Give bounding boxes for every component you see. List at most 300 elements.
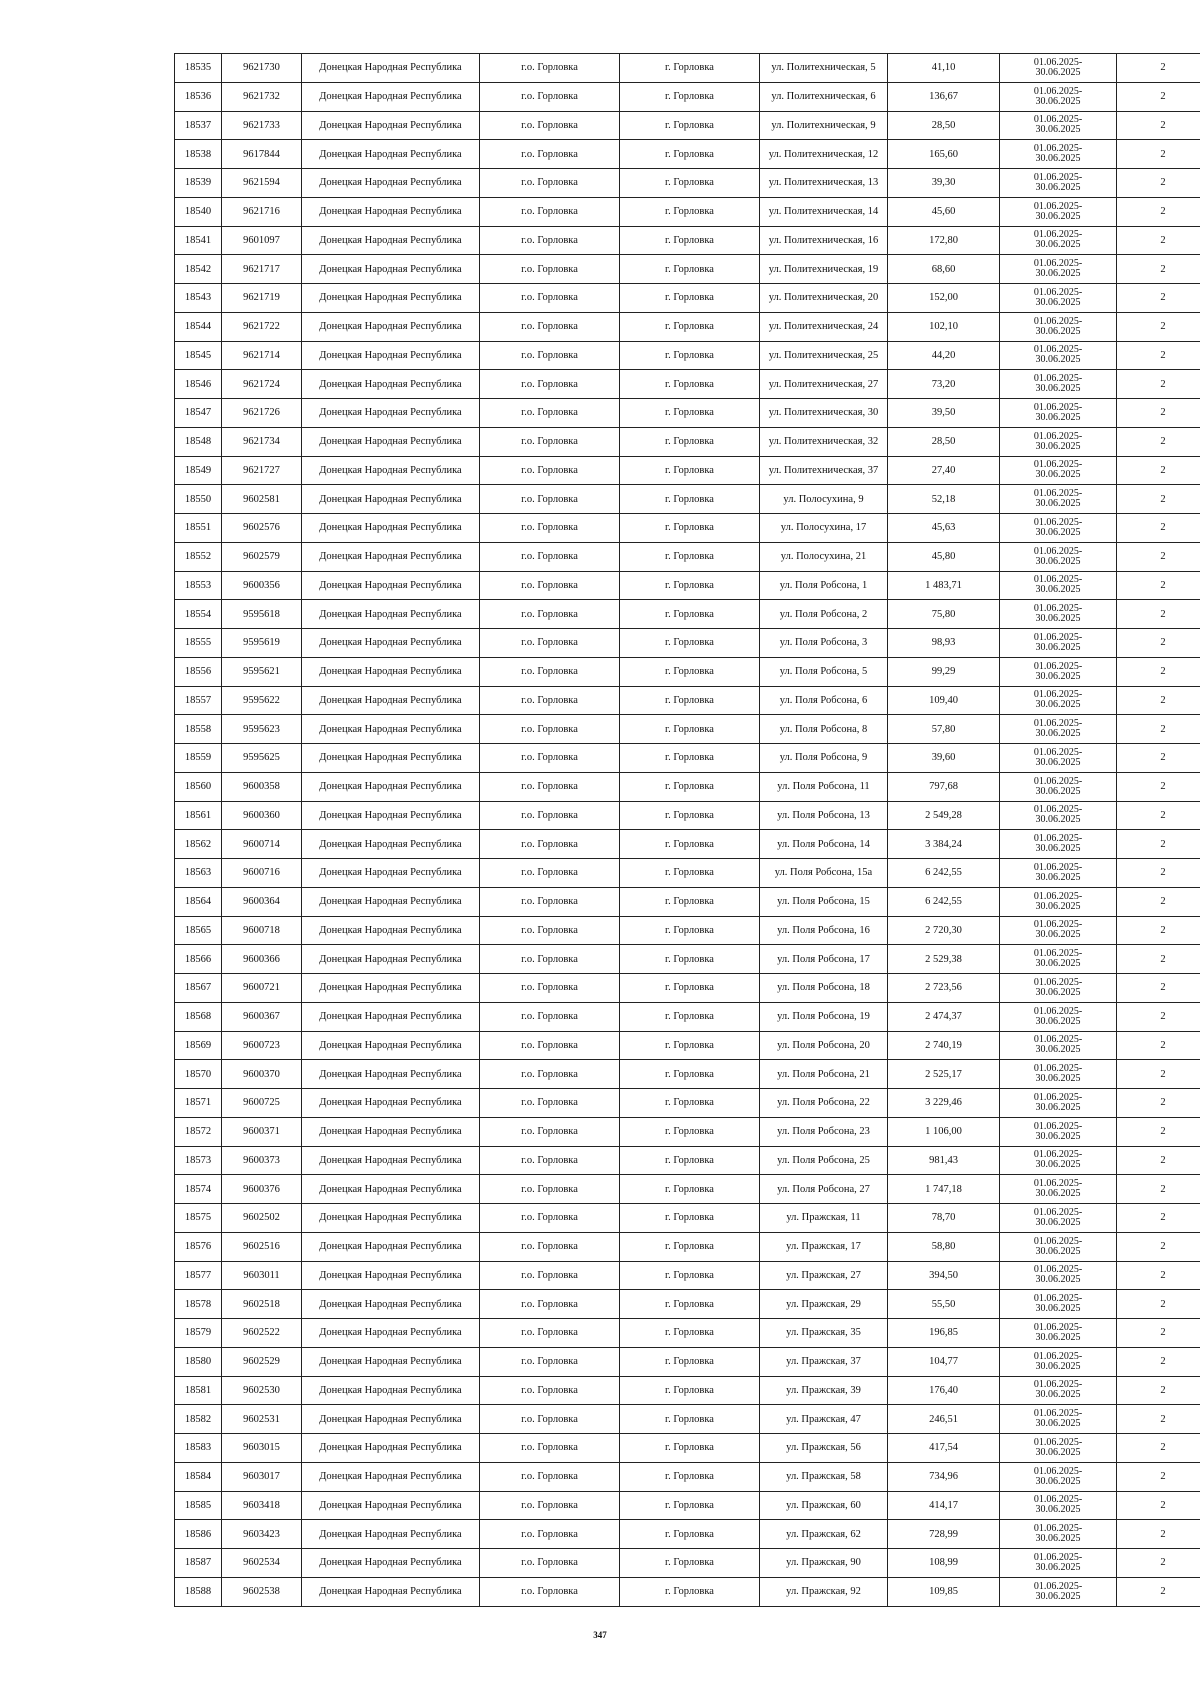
period-cell: 01.06.2025- 30.06.2025 bbox=[1000, 629, 1117, 658]
table-row bbox=[175, 341, 1200, 370]
table-row bbox=[175, 312, 1200, 341]
city-cell: г. Горловка bbox=[620, 629, 760, 658]
region-cell: Донецкая Народная Республика bbox=[302, 284, 480, 313]
row-number-cell: 18565 bbox=[175, 916, 222, 945]
row-number-cell: 18570 bbox=[175, 1060, 222, 1089]
address-cell: ул. Поля Робсона, 21 bbox=[760, 1060, 888, 1089]
row-number-cell: 18581 bbox=[175, 1376, 222, 1405]
address-cell: ул. Политехническая, 24 bbox=[760, 312, 888, 341]
address-cell: ул. Поля Робсона, 23 bbox=[760, 1117, 888, 1146]
period-cell: 01.06.2025- 30.06.2025 bbox=[1000, 1089, 1117, 1118]
address-cell: ул. Политехническая, 20 bbox=[760, 284, 888, 313]
period-cell: 01.06.2025- 30.06.2025 bbox=[1000, 255, 1117, 284]
table-row bbox=[175, 974, 1200, 1003]
address-cell: ул. Пражская, 92 bbox=[760, 1577, 888, 1606]
row-number-cell: 18579 bbox=[175, 1319, 222, 1348]
district-cell: г.о. Горловка bbox=[480, 255, 620, 284]
code-cell: 9600371 bbox=[222, 1117, 302, 1146]
period-cell: 01.06.2025- 30.06.2025 bbox=[1000, 427, 1117, 456]
code-cell: 9603017 bbox=[222, 1462, 302, 1491]
row-number-cell: 18543 bbox=[175, 284, 222, 313]
value-cell: 394,50 bbox=[888, 1261, 1000, 1290]
region-cell: Донецкая Народная Республика bbox=[302, 1204, 480, 1233]
code-cell: 9602518 bbox=[222, 1290, 302, 1319]
address-cell: ул. Поля Робсона, 15а bbox=[760, 859, 888, 888]
category-cell: 2 bbox=[1117, 1347, 1200, 1376]
city-cell: г. Горловка bbox=[620, 571, 760, 600]
city-cell: г. Горловка bbox=[620, 945, 760, 974]
period-cell: 01.06.2025- 30.06.2025 bbox=[1000, 542, 1117, 571]
region-cell: Донецкая Народная Республика bbox=[302, 1491, 480, 1520]
table-row bbox=[175, 140, 1200, 169]
address-cell: ул. Поля Робсона, 20 bbox=[760, 1031, 888, 1060]
category-cell: 2 bbox=[1117, 1146, 1200, 1175]
city-cell: г. Горловка bbox=[620, 887, 760, 916]
category-cell: 2 bbox=[1117, 629, 1200, 658]
value-cell: 39,50 bbox=[888, 399, 1000, 428]
district-cell: г.о. Горловка bbox=[480, 1347, 620, 1376]
value-cell: 39,30 bbox=[888, 169, 1000, 198]
category-cell: 2 bbox=[1117, 686, 1200, 715]
city-cell: г. Горловка bbox=[620, 1434, 760, 1463]
category-cell: 2 bbox=[1117, 1290, 1200, 1319]
value-cell: 2 740,19 bbox=[888, 1031, 1000, 1060]
district-cell: г.о. Горловка bbox=[480, 1089, 620, 1118]
region-cell: Донецкая Народная Республика bbox=[302, 370, 480, 399]
value-cell: 6 242,55 bbox=[888, 887, 1000, 916]
district-cell: г.о. Горловка bbox=[480, 916, 620, 945]
row-number-cell: 18544 bbox=[175, 312, 222, 341]
district-cell: г.о. Горловка bbox=[480, 542, 620, 571]
period-cell: 01.06.2025- 30.06.2025 bbox=[1000, 715, 1117, 744]
table-row bbox=[175, 1491, 1200, 1520]
table-row bbox=[175, 284, 1200, 313]
city-cell: г. Горловка bbox=[620, 1002, 760, 1031]
period-cell: 01.06.2025- 30.06.2025 bbox=[1000, 571, 1117, 600]
table-row bbox=[175, 600, 1200, 629]
table-row bbox=[175, 801, 1200, 830]
region-cell: Донецкая Народная Республика bbox=[302, 1319, 480, 1348]
region-cell: Донецкая Народная Республика bbox=[302, 1146, 480, 1175]
address-cell: ул. Поля Робсона, 8 bbox=[760, 715, 888, 744]
code-cell: 9600364 bbox=[222, 887, 302, 916]
period-cell: 01.06.2025- 30.06.2025 bbox=[1000, 312, 1117, 341]
city-cell: г. Горловка bbox=[620, 772, 760, 801]
district-cell: г.о. Горловка bbox=[480, 111, 620, 140]
value-cell: 52,18 bbox=[888, 485, 1000, 514]
table-row bbox=[175, 1146, 1200, 1175]
city-cell: г. Горловка bbox=[620, 140, 760, 169]
table-row bbox=[175, 686, 1200, 715]
district-cell: г.о. Горловка bbox=[480, 514, 620, 543]
address-cell: ул. Политехническая, 9 bbox=[760, 111, 888, 140]
period-cell: 01.06.2025- 30.06.2025 bbox=[1000, 1347, 1117, 1376]
region-cell: Донецкая Народная Республика bbox=[302, 686, 480, 715]
value-cell: 108,99 bbox=[888, 1549, 1000, 1578]
period-cell: 01.06.2025- 30.06.2025 bbox=[1000, 197, 1117, 226]
value-cell: 99,29 bbox=[888, 657, 1000, 686]
region-cell: Донецкая Народная Республика bbox=[302, 111, 480, 140]
table-row bbox=[175, 1319, 1200, 1348]
district-cell: г.о. Горловка bbox=[480, 801, 620, 830]
city-cell: г. Горловка bbox=[620, 974, 760, 1003]
region-cell: Донецкая Народная Республика bbox=[302, 542, 480, 571]
district-cell: г.о. Горловка bbox=[480, 456, 620, 485]
value-cell: 28,50 bbox=[888, 111, 1000, 140]
period-cell: 01.06.2025- 30.06.2025 bbox=[1000, 600, 1117, 629]
table-row bbox=[175, 169, 1200, 198]
address-cell: ул. Политехническая, 16 bbox=[760, 226, 888, 255]
row-number-cell: 18573 bbox=[175, 1146, 222, 1175]
code-cell: 9621727 bbox=[222, 456, 302, 485]
row-number-cell: 18562 bbox=[175, 830, 222, 859]
address-cell: ул. Пражская, 29 bbox=[760, 1290, 888, 1319]
value-cell: 39,60 bbox=[888, 744, 1000, 773]
code-cell: 9595618 bbox=[222, 600, 302, 629]
category-cell: 2 bbox=[1117, 571, 1200, 600]
city-cell: г. Горловка bbox=[620, 1462, 760, 1491]
city-cell: г. Горловка bbox=[620, 1232, 760, 1261]
address-cell: ул. Политехническая, 25 bbox=[760, 341, 888, 370]
category-cell: 2 bbox=[1117, 111, 1200, 140]
row-number-cell: 18535 bbox=[175, 54, 222, 83]
category-cell: 2 bbox=[1117, 1089, 1200, 1118]
code-cell: 9602530 bbox=[222, 1376, 302, 1405]
row-number-cell: 18560 bbox=[175, 772, 222, 801]
code-cell: 9600360 bbox=[222, 801, 302, 830]
city-cell: г. Горловка bbox=[620, 197, 760, 226]
table-row bbox=[175, 514, 1200, 543]
period-cell: 01.06.2025- 30.06.2025 bbox=[1000, 514, 1117, 543]
region-cell: Донецкая Народная Республика bbox=[302, 1290, 480, 1319]
row-number-cell: 18574 bbox=[175, 1175, 222, 1204]
period-cell: 01.06.2025- 30.06.2025 bbox=[1000, 169, 1117, 198]
table-row bbox=[175, 571, 1200, 600]
address-cell: ул. Политехническая, 5 bbox=[760, 54, 888, 83]
city-cell: г. Горловка bbox=[620, 456, 760, 485]
region-cell: Донецкая Народная Республика bbox=[302, 945, 480, 974]
row-number-cell: 18547 bbox=[175, 399, 222, 428]
period-cell: 01.06.2025- 30.06.2025 bbox=[1000, 945, 1117, 974]
region-cell: Донецкая Народная Республика bbox=[302, 1434, 480, 1463]
table-row bbox=[175, 111, 1200, 140]
district-cell: г.о. Горловка bbox=[480, 945, 620, 974]
table-body bbox=[175, 54, 1200, 1607]
region-cell: Донецкая Народная Республика bbox=[302, 427, 480, 456]
value-cell: 45,60 bbox=[888, 197, 1000, 226]
category-cell: 2 bbox=[1117, 887, 1200, 916]
value-cell: 45,63 bbox=[888, 514, 1000, 543]
category-cell: 2 bbox=[1117, 859, 1200, 888]
city-cell: г. Горловка bbox=[620, 485, 760, 514]
value-cell: 44,20 bbox=[888, 341, 1000, 370]
region-cell: Донецкая Народная Республика bbox=[302, 255, 480, 284]
table-row bbox=[175, 485, 1200, 514]
address-cell: ул. Пражская, 60 bbox=[760, 1491, 888, 1520]
address-cell: ул. Поля Робсона, 19 bbox=[760, 1002, 888, 1031]
address-cell: ул. Поля Робсона, 16 bbox=[760, 916, 888, 945]
value-cell: 728,99 bbox=[888, 1520, 1000, 1549]
table-row bbox=[175, 1261, 1200, 1290]
address-cell: ул. Поля Робсона, 18 bbox=[760, 974, 888, 1003]
row-number-cell: 18546 bbox=[175, 370, 222, 399]
row-number-cell: 18584 bbox=[175, 1462, 222, 1491]
table-row bbox=[175, 1089, 1200, 1118]
row-number-cell: 18582 bbox=[175, 1405, 222, 1434]
district-cell: г.о. Горловка bbox=[480, 887, 620, 916]
code-cell: 9621726 bbox=[222, 399, 302, 428]
address-cell: ул. Поля Робсона, 17 bbox=[760, 945, 888, 974]
table-row bbox=[175, 1232, 1200, 1261]
period-cell: 01.06.2025- 30.06.2025 bbox=[1000, 1031, 1117, 1060]
category-cell: 2 bbox=[1117, 1520, 1200, 1549]
address-cell: ул. Политехническая, 12 bbox=[760, 140, 888, 169]
city-cell: г. Горловка bbox=[620, 1405, 760, 1434]
code-cell: 9600376 bbox=[222, 1175, 302, 1204]
category-cell: 2 bbox=[1117, 1376, 1200, 1405]
value-cell: 58,80 bbox=[888, 1232, 1000, 1261]
region-cell: Донецкая Народная Республика bbox=[302, 887, 480, 916]
period-cell: 01.06.2025- 30.06.2025 bbox=[1000, 1204, 1117, 1233]
address-cell: ул. Пражская, 17 bbox=[760, 1232, 888, 1261]
region-cell: Донецкая Народная Республика bbox=[302, 571, 480, 600]
code-cell: 9602534 bbox=[222, 1549, 302, 1578]
period-cell: 01.06.2025- 30.06.2025 bbox=[1000, 1577, 1117, 1606]
row-number-cell: 18551 bbox=[175, 514, 222, 543]
region-cell: Донецкая Народная Республика bbox=[302, 341, 480, 370]
period-cell: 01.06.2025- 30.06.2025 bbox=[1000, 284, 1117, 313]
category-cell: 2 bbox=[1117, 140, 1200, 169]
city-cell: г. Горловка bbox=[620, 1577, 760, 1606]
region-cell: Донецкая Народная Республика bbox=[302, 1376, 480, 1405]
category-cell: 2 bbox=[1117, 1117, 1200, 1146]
row-number-cell: 18569 bbox=[175, 1031, 222, 1060]
table-row bbox=[175, 370, 1200, 399]
region-cell: Донецкая Народная Республика bbox=[302, 1347, 480, 1376]
code-cell: 9600366 bbox=[222, 945, 302, 974]
code-cell: 9602576 bbox=[222, 514, 302, 543]
address-cell: ул. Пражская, 27 bbox=[760, 1261, 888, 1290]
code-cell: 9600356 bbox=[222, 571, 302, 600]
region-cell: Донецкая Народная Республика bbox=[302, 600, 480, 629]
period-cell: 01.06.2025- 30.06.2025 bbox=[1000, 111, 1117, 140]
value-cell: 57,80 bbox=[888, 715, 1000, 744]
address-cell: ул. Пражская, 56 bbox=[760, 1434, 888, 1463]
table-row bbox=[175, 1175, 1200, 1204]
district-cell: г.о. Горловка bbox=[480, 1520, 620, 1549]
table-row bbox=[175, 629, 1200, 658]
code-cell: 9595623 bbox=[222, 715, 302, 744]
row-number-cell: 18542 bbox=[175, 255, 222, 284]
row-number-cell: 18578 bbox=[175, 1290, 222, 1319]
row-number-cell: 18536 bbox=[175, 82, 222, 111]
city-cell: г. Горловка bbox=[620, 370, 760, 399]
address-cell: ул. Политехническая, 13 bbox=[760, 169, 888, 198]
address-cell: ул. Пражская, 58 bbox=[760, 1462, 888, 1491]
value-cell: 172,80 bbox=[888, 226, 1000, 255]
period-cell: 01.06.2025- 30.06.2025 bbox=[1000, 1232, 1117, 1261]
address-cell: ул. Политехническая, 37 bbox=[760, 456, 888, 485]
table-row bbox=[175, 1002, 1200, 1031]
category-cell: 2 bbox=[1117, 1462, 1200, 1491]
value-cell: 1 106,00 bbox=[888, 1117, 1000, 1146]
region-cell: Донецкая Народная Республика bbox=[302, 197, 480, 226]
category-cell: 2 bbox=[1117, 945, 1200, 974]
value-cell: 75,80 bbox=[888, 600, 1000, 629]
address-cell: ул. Пражская, 35 bbox=[760, 1319, 888, 1348]
period-cell: 01.06.2025- 30.06.2025 bbox=[1000, 485, 1117, 514]
value-cell: 109,40 bbox=[888, 686, 1000, 715]
value-cell: 104,77 bbox=[888, 1347, 1000, 1376]
code-cell: 9602579 bbox=[222, 542, 302, 571]
table-row bbox=[175, 1204, 1200, 1233]
code-cell: 9595622 bbox=[222, 686, 302, 715]
value-cell: 2 529,38 bbox=[888, 945, 1000, 974]
period-cell: 01.06.2025- 30.06.2025 bbox=[1000, 1319, 1117, 1348]
code-cell: 9602531 bbox=[222, 1405, 302, 1434]
value-cell: 27,40 bbox=[888, 456, 1000, 485]
district-cell: г.о. Горловка bbox=[480, 1434, 620, 1463]
category-cell: 2 bbox=[1117, 312, 1200, 341]
period-cell: 01.06.2025- 30.06.2025 bbox=[1000, 1376, 1117, 1405]
region-cell: Донецкая Народная Республика bbox=[302, 1117, 480, 1146]
period-cell: 01.06.2025- 30.06.2025 bbox=[1000, 974, 1117, 1003]
row-number-cell: 18588 bbox=[175, 1577, 222, 1606]
row-number-cell: 18583 bbox=[175, 1434, 222, 1463]
address-cell: ул. Поля Робсона, 3 bbox=[760, 629, 888, 658]
period-cell: 01.06.2025- 30.06.2025 bbox=[1000, 916, 1117, 945]
address-cell: ул. Полосухина, 21 bbox=[760, 542, 888, 571]
address-cell: ул. Поля Робсона, 1 bbox=[760, 571, 888, 600]
value-cell: 41,10 bbox=[888, 54, 1000, 83]
address-cell: ул. Политехническая, 14 bbox=[760, 197, 888, 226]
city-cell: г. Горловка bbox=[620, 801, 760, 830]
table-row bbox=[175, 744, 1200, 773]
category-cell: 2 bbox=[1117, 542, 1200, 571]
table-row bbox=[175, 916, 1200, 945]
value-cell: 734,96 bbox=[888, 1462, 1000, 1491]
table-row bbox=[175, 945, 1200, 974]
period-cell: 01.06.2025- 30.06.2025 bbox=[1000, 1002, 1117, 1031]
category-cell: 2 bbox=[1117, 485, 1200, 514]
row-number-cell: 18554 bbox=[175, 600, 222, 629]
category-cell: 2 bbox=[1117, 715, 1200, 744]
period-cell: 01.06.2025- 30.06.2025 bbox=[1000, 226, 1117, 255]
period-cell: 01.06.2025- 30.06.2025 bbox=[1000, 140, 1117, 169]
region-cell: Донецкая Народная Республика bbox=[302, 1261, 480, 1290]
category-cell: 2 bbox=[1117, 772, 1200, 801]
category-cell: 2 bbox=[1117, 1175, 1200, 1204]
region-cell: Донецкая Народная Республика bbox=[302, 1462, 480, 1491]
address-cell: ул. Поля Робсона, 22 bbox=[760, 1089, 888, 1118]
district-cell: г.о. Горловка bbox=[480, 1376, 620, 1405]
city-cell: г. Горловка bbox=[620, 514, 760, 543]
region-cell: Донецкая Народная Республика bbox=[302, 140, 480, 169]
category-cell: 2 bbox=[1117, 255, 1200, 284]
code-cell: 9600367 bbox=[222, 1002, 302, 1031]
address-cell: ул. Поля Робсона, 14 bbox=[760, 830, 888, 859]
period-cell: 01.06.2025- 30.06.2025 bbox=[1000, 772, 1117, 801]
district-cell: г.о. Горловка bbox=[480, 1232, 620, 1261]
address-cell: ул. Политехническая, 32 bbox=[760, 427, 888, 456]
row-number-cell: 18553 bbox=[175, 571, 222, 600]
district-cell: г.о. Горловка bbox=[480, 169, 620, 198]
category-cell: 2 bbox=[1117, 974, 1200, 1003]
address-cell: ул. Поля Робсона, 25 bbox=[760, 1146, 888, 1175]
code-cell: 9621717 bbox=[222, 255, 302, 284]
row-number-cell: 18575 bbox=[175, 1204, 222, 1233]
category-cell: 2 bbox=[1117, 1491, 1200, 1520]
period-cell: 01.06.2025- 30.06.2025 bbox=[1000, 1117, 1117, 1146]
region-cell: Донецкая Народная Республика bbox=[302, 54, 480, 83]
value-cell: 1 483,71 bbox=[888, 571, 1000, 600]
table-row bbox=[175, 1117, 1200, 1146]
district-cell: г.о. Горловка bbox=[480, 82, 620, 111]
category-cell: 2 bbox=[1117, 1261, 1200, 1290]
category-cell: 2 bbox=[1117, 226, 1200, 255]
table-row bbox=[175, 542, 1200, 571]
period-cell: 01.06.2025- 30.06.2025 bbox=[1000, 1146, 1117, 1175]
code-cell: 9602502 bbox=[222, 1204, 302, 1233]
value-cell: 28,50 bbox=[888, 427, 1000, 456]
district-cell: г.о. Горловка bbox=[480, 427, 620, 456]
city-cell: г. Горловка bbox=[620, 657, 760, 686]
period-cell: 01.06.2025- 30.06.2025 bbox=[1000, 54, 1117, 83]
table-row bbox=[175, 197, 1200, 226]
category-cell: 2 bbox=[1117, 54, 1200, 83]
district-cell: г.о. Горловка bbox=[480, 370, 620, 399]
category-cell: 2 bbox=[1117, 1549, 1200, 1578]
address-cell: ул. Пражская, 62 bbox=[760, 1520, 888, 1549]
city-cell: г. Горловка bbox=[620, 255, 760, 284]
address-cell: ул. Пражская, 47 bbox=[760, 1405, 888, 1434]
table-row bbox=[175, 1549, 1200, 1578]
row-number-cell: 18572 bbox=[175, 1117, 222, 1146]
value-cell: 165,60 bbox=[888, 140, 1000, 169]
address-cell: ул. Пражская, 39 bbox=[760, 1376, 888, 1405]
code-cell: 9600721 bbox=[222, 974, 302, 1003]
value-cell: 417,54 bbox=[888, 1434, 1000, 1463]
code-cell: 9600723 bbox=[222, 1031, 302, 1060]
code-cell: 9621716 bbox=[222, 197, 302, 226]
region-cell: Донецкая Народная Республика bbox=[302, 169, 480, 198]
registry-table bbox=[174, 53, 1200, 1607]
city-cell: г. Горловка bbox=[620, 830, 760, 859]
address-cell: ул. Поля Робсона, 9 bbox=[760, 744, 888, 773]
city-cell: г. Горловка bbox=[620, 54, 760, 83]
period-cell: 01.06.2025- 30.06.2025 bbox=[1000, 1491, 1117, 1520]
table-row bbox=[175, 859, 1200, 888]
value-cell: 55,50 bbox=[888, 1290, 1000, 1319]
table-row bbox=[175, 456, 1200, 485]
city-cell: г. Горловка bbox=[620, 284, 760, 313]
table-row bbox=[175, 887, 1200, 916]
region-cell: Донецкая Народная Республика bbox=[302, 1577, 480, 1606]
district-cell: г.о. Горловка bbox=[480, 54, 620, 83]
district-cell: г.о. Горловка bbox=[480, 772, 620, 801]
code-cell: 9600718 bbox=[222, 916, 302, 945]
row-number-cell: 18580 bbox=[175, 1347, 222, 1376]
district-cell: г.о. Горловка bbox=[480, 1577, 620, 1606]
category-cell: 2 bbox=[1117, 370, 1200, 399]
table-row bbox=[175, 1434, 1200, 1463]
row-number-cell: 18538 bbox=[175, 140, 222, 169]
period-cell: 01.06.2025- 30.06.2025 bbox=[1000, 82, 1117, 111]
district-cell: г.о. Горловка bbox=[480, 1031, 620, 1060]
region-cell: Донецкая Народная Республика bbox=[302, 1232, 480, 1261]
row-number-cell: 18541 bbox=[175, 226, 222, 255]
address-cell: ул. Поля Робсона, 5 bbox=[760, 657, 888, 686]
